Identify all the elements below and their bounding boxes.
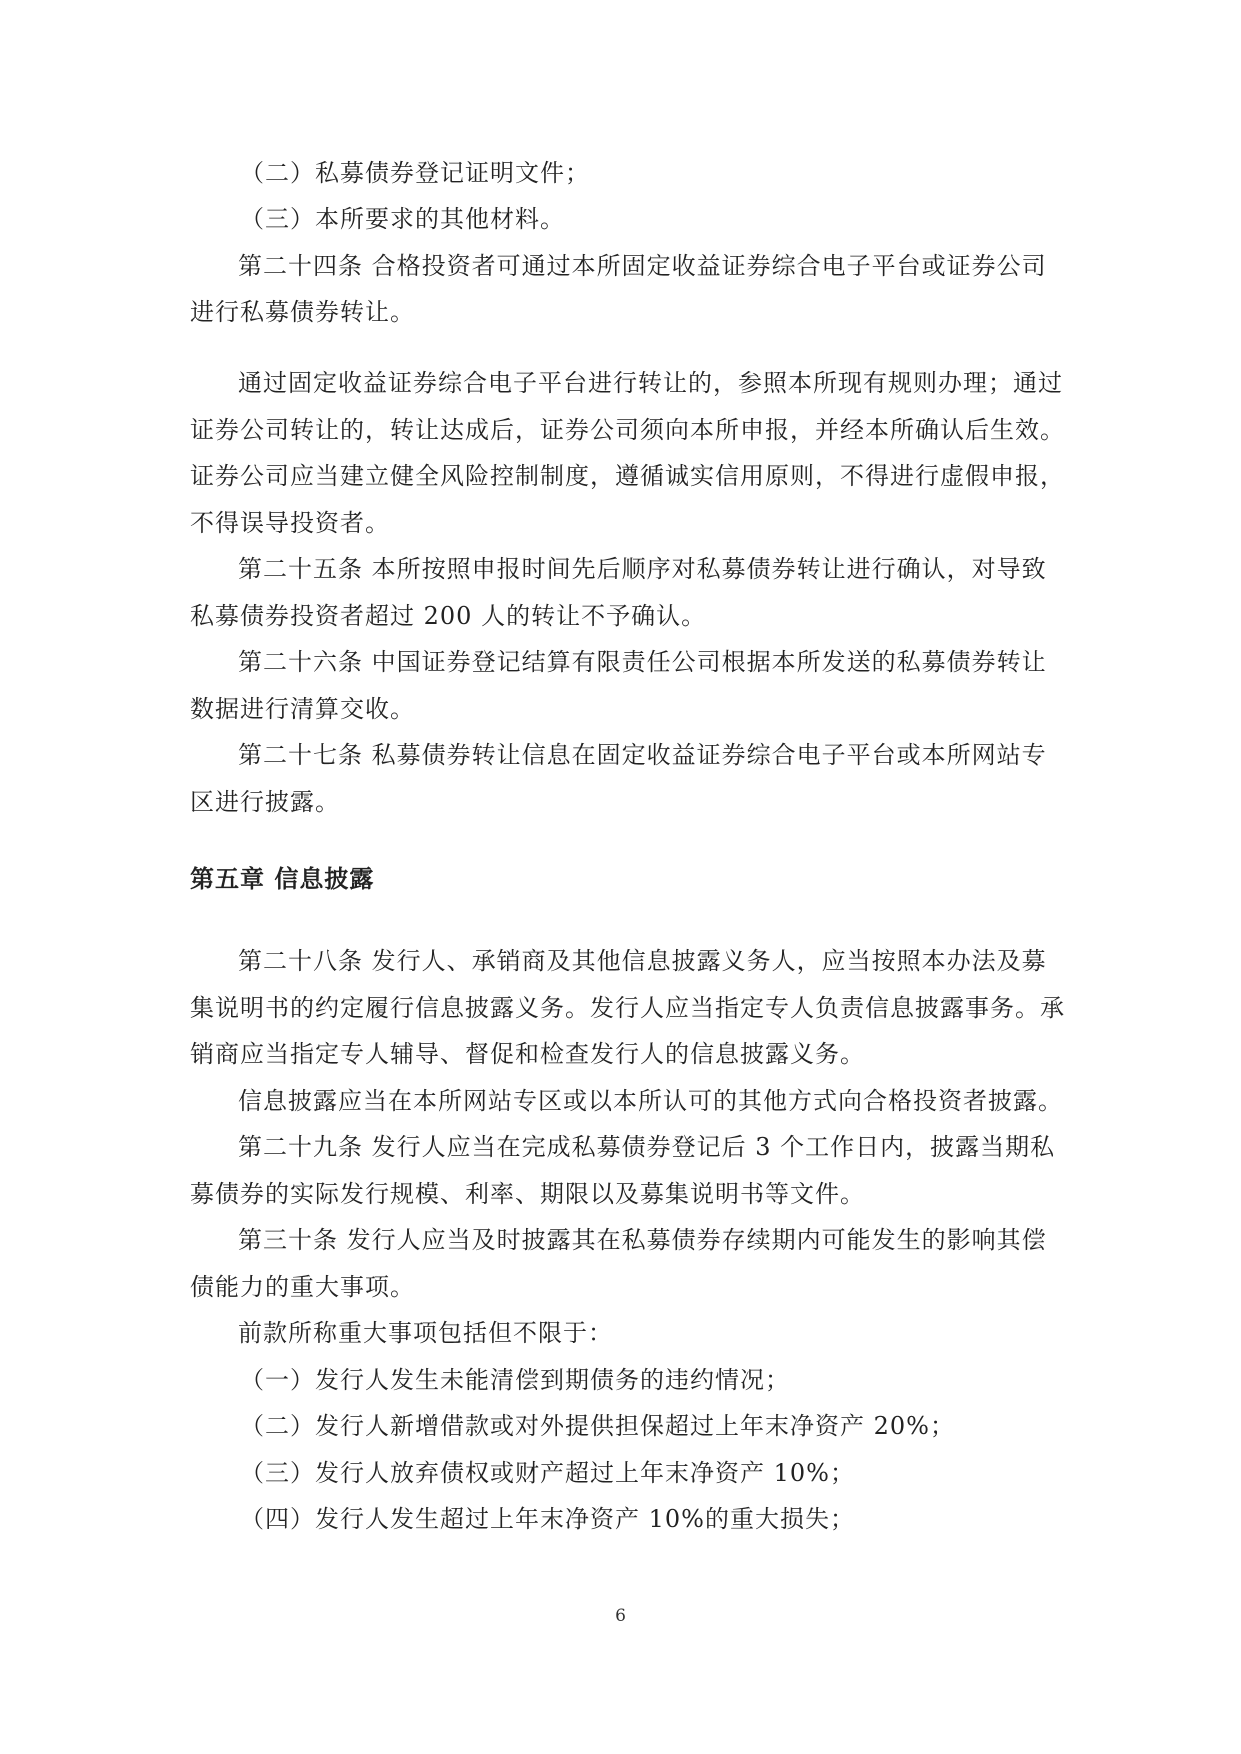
paragraph-line: 通过固定收益证券综合电子平台进行转让的，参照本所现有规则办理；通过 xyxy=(238,369,1063,397)
paragraph-line: （二）私募债券登记证明文件； xyxy=(240,159,590,187)
paragraph-line: 销商应当指定专人辅导、督促和检查发行人的信息披露义务。 xyxy=(190,1040,865,1068)
article-30-line: 第三十条 发行人应当及时披露其在私募债券存续期内可能发生的影响其偿 xyxy=(238,1226,1047,1254)
article-29-line: 第二十九条 发行人应当在完成私募债券登记后 3 个工作日内，披露当期私 xyxy=(238,1133,1056,1161)
article-28-line: 第二十八条 发行人、承销商及其他信息披露义务人，应当按照本办法及募 xyxy=(238,947,1047,975)
paragraph-line: 不得误导投资者。 xyxy=(190,509,390,537)
paragraph-line: 募债券的实际发行规模、利率、期限以及募集说明书等文件。 xyxy=(190,1180,865,1208)
page-number: 6 xyxy=(615,1606,626,1626)
paragraph-line: 数据进行清算交收。 xyxy=(190,695,415,723)
paragraph-line: （三）本所要求的其他材料。 xyxy=(240,205,565,233)
article-25-line: 第二十五条 本所按照申报时间先后顺序对私募债券转让进行确认，对导致 xyxy=(238,555,1047,583)
paragraph-line: 证券公司转让的，转让达成后，证券公司须向本所申报，并经本所确认后生效。 xyxy=(190,416,1065,444)
list-item: （一）发行人发生未能清偿到期债务的违约情况； xyxy=(240,1366,790,1394)
paragraph-line: 信息披露应当在本所网站专区或以本所认可的其他方式向合格投资者披露。 xyxy=(238,1087,1063,1115)
paragraph-line: 前款所称重大事项包括但不限于： xyxy=(238,1319,613,1347)
paragraph-line: 私募债券投资者超过 200 人的转让不予确认。 xyxy=(190,602,707,630)
chapter-heading: 第五章 信息披露 xyxy=(190,864,375,893)
list-item: （四）发行人发生超过上年末净资产 10%的重大损失； xyxy=(240,1505,855,1533)
article-24-line: 第二十四条 合格投资者可通过本所固定收益证券综合电子平台或证券公司 xyxy=(238,252,1047,280)
paragraph-line: 进行私募债券转让。 xyxy=(190,298,415,326)
paragraph-line: 证券公司应当建立健全风险控制制度，遵循诚实信用原则，不得进行虚假申报， xyxy=(190,462,1065,490)
paragraph-line: 区进行披露。 xyxy=(190,788,340,816)
paragraph-line: 集说明书的约定履行信息披露义务。发行人应当指定专人负责信息披露事务。承 xyxy=(190,994,1065,1022)
list-item: （三）发行人放弃债权或财产超过上年末净资产 10%； xyxy=(240,1459,855,1487)
article-26-line: 第二十六条 中国证券登记结算有限责任公司根据本所发送的私募债券转让 xyxy=(238,648,1047,676)
list-item: （二）发行人新增借款或对外提供担保超过上年末净资产 20%； xyxy=(240,1412,955,1440)
paragraph-line: 债能力的重大事项。 xyxy=(190,1273,415,1301)
article-27-line: 第二十七条 私募债券转让信息在固定收益证券综合电子平台或本所网站专 xyxy=(238,741,1047,769)
